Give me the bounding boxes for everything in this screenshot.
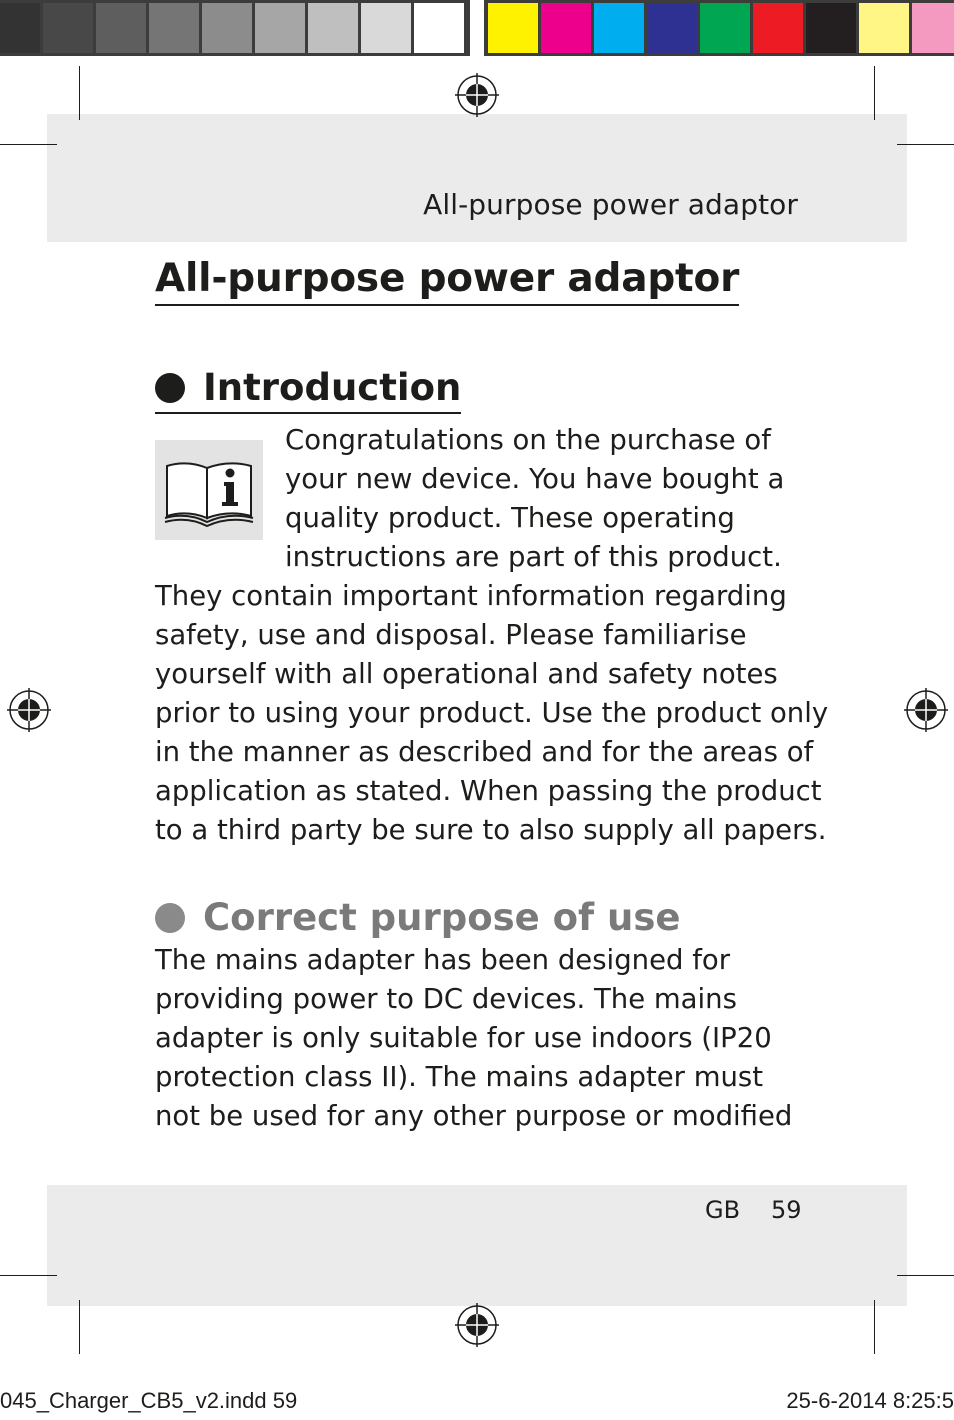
color-swatch xyxy=(700,3,750,53)
language-code: GB xyxy=(705,1196,741,1224)
registration-mark-icon xyxy=(455,73,499,117)
text-line: providing power to DC devices. The mains xyxy=(155,983,737,1015)
text-line: application as stated. When passing the product xyxy=(155,775,822,807)
introduction-heading-text: Introduction xyxy=(203,366,462,409)
color-swatch xyxy=(594,3,644,53)
introduction-heading xyxy=(155,366,461,414)
gray-swatch xyxy=(0,3,40,53)
registration-mark-icon xyxy=(904,688,948,732)
gray-swatch xyxy=(43,3,93,53)
text-line: They contain important information regarding xyxy=(155,580,787,612)
text-line: instructions are part of this product. xyxy=(285,541,782,573)
introduction-text xyxy=(155,577,828,850)
text-line: not be used for any other purpose or modified xyxy=(155,1100,793,1132)
introduction-text-wrapped xyxy=(285,421,784,577)
registration-mark-icon xyxy=(455,1303,499,1347)
text-line: protection class II). The mains adapter must xyxy=(155,1061,764,1093)
gray-swatch xyxy=(308,3,358,53)
color-swatch xyxy=(912,3,954,53)
text-line: quality product. These operating xyxy=(285,502,735,534)
bullet-icon xyxy=(155,373,185,403)
color-swatch xyxy=(488,3,538,53)
gray-swatch xyxy=(149,3,199,53)
text-line: your new device. You have bought a xyxy=(285,463,785,495)
page-title: All-purpose power adaptor xyxy=(155,256,739,306)
purpose-heading-text: Correct purpose of use xyxy=(203,896,681,939)
info-book-icon xyxy=(155,440,263,540)
purpose-heading xyxy=(155,896,681,940)
gray-swatch xyxy=(414,3,464,53)
text-line: The mains adapter has been designed for xyxy=(155,944,731,976)
color-swatch xyxy=(753,3,803,53)
slug-filename: 045_Charger_CB5_v2.indd 59 xyxy=(0,1388,298,1413)
page-number: 59 xyxy=(771,1196,802,1224)
text-line: safety, use and disposal. Please familiarise xyxy=(155,619,747,651)
text-line: Congratulations on the purchase of xyxy=(285,424,771,456)
header-band xyxy=(47,114,907,242)
color-swatch xyxy=(859,3,909,53)
text-line: adapter is only suitable for use indoors (IP20 xyxy=(155,1022,772,1054)
color-swatch xyxy=(806,3,856,53)
gray-swatch xyxy=(255,3,305,53)
color-swatch xyxy=(541,3,591,53)
gray-swatch xyxy=(96,3,146,53)
registration-mark-icon xyxy=(7,688,51,732)
slug-timestamp: 25-6-2014 8:25:5 xyxy=(786,1388,954,1413)
color-swatch xyxy=(647,3,697,53)
text-line: yourself with all operational and safety notes xyxy=(155,658,778,690)
gray-swatch xyxy=(361,3,411,53)
text-line: in the manner as described and for the areas of xyxy=(155,736,814,768)
text-line: to a third party be sure to also supply all papers. xyxy=(155,814,827,846)
bullet-icon xyxy=(155,903,185,933)
running-header: All-purpose power adaptor xyxy=(423,188,798,221)
gray-swatch xyxy=(202,3,252,53)
text-line: prior to using your product. Use the product only xyxy=(155,697,829,729)
purpose-text xyxy=(155,941,792,1136)
